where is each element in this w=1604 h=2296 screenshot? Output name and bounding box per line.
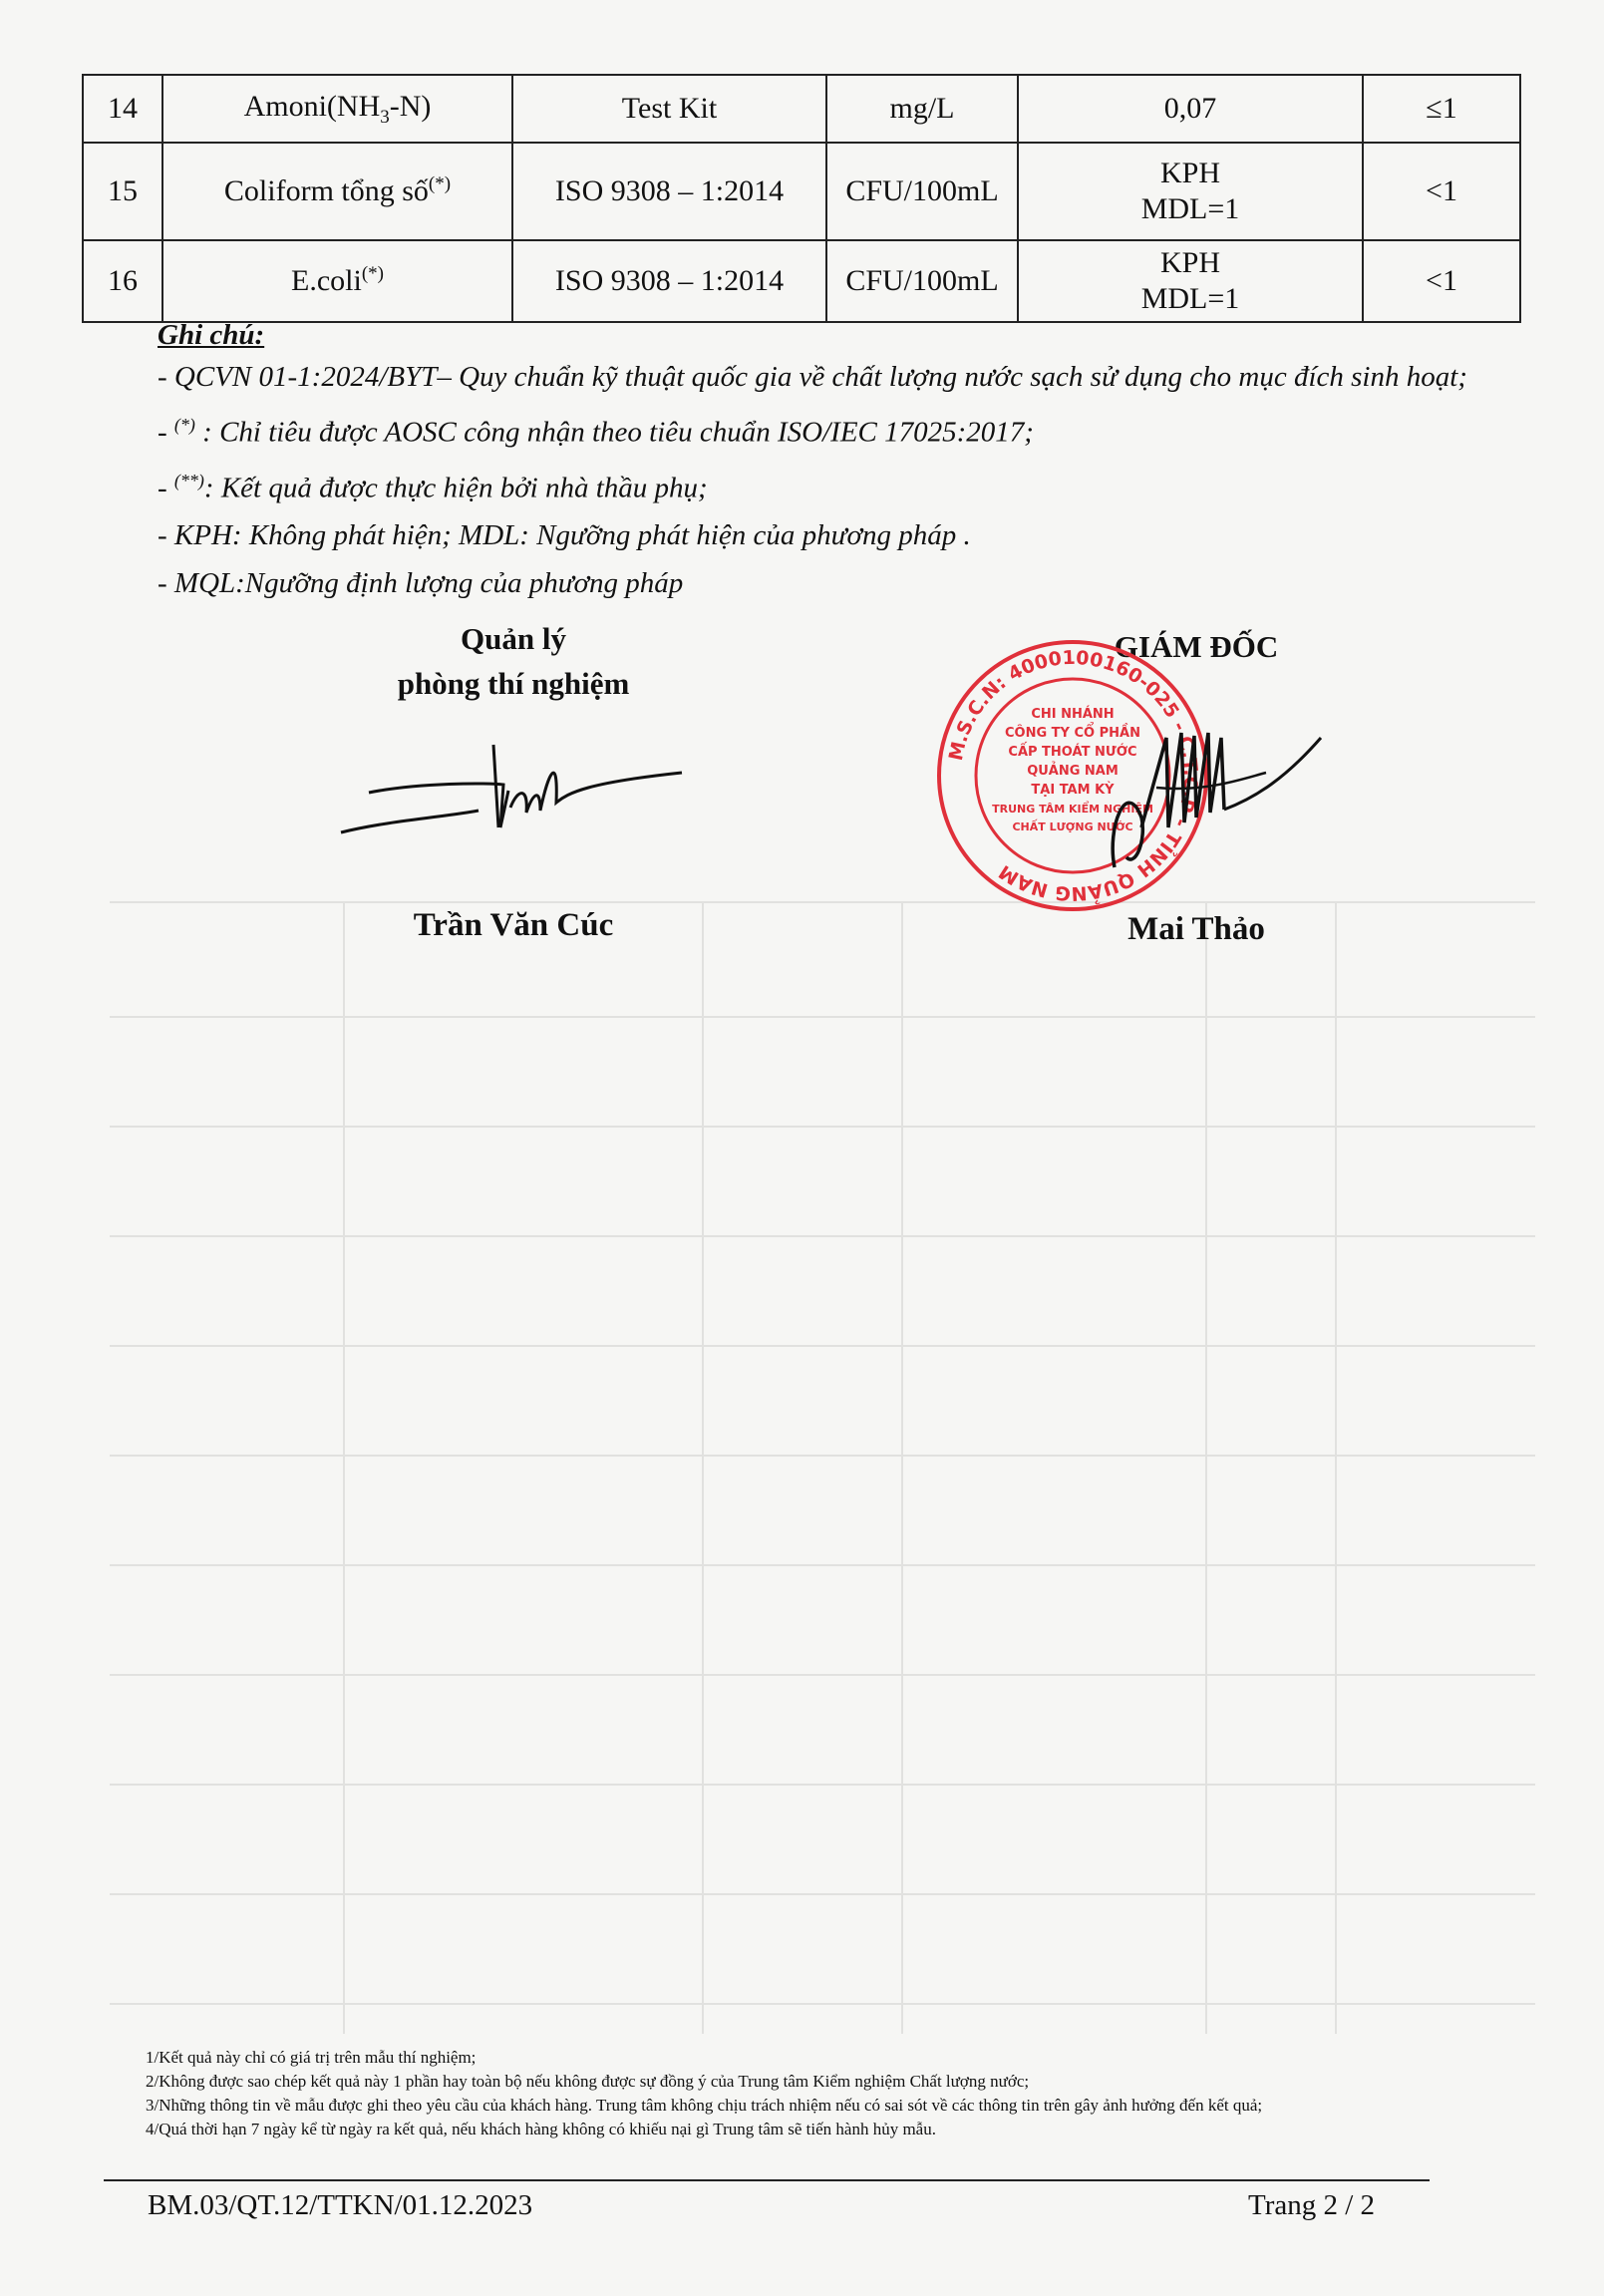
svg-text:CHẤT LƯỢNG NƯỚC: CHẤT LƯỢNG NƯỚC	[1012, 820, 1133, 833]
form-code: BM.03/QT.12/TTKN/01.12.2023	[148, 2189, 533, 2221]
note-regulation: - QCVN 01-1:2024/BYT– Quy chuẩn kỹ thuật quốc gia về chất lượng nước sạch sử dụng cho mục đích sinh hoạt;	[158, 361, 1467, 393]
result-cell: KPH MDL=1	[1018, 143, 1363, 240]
indicator-cell: E.coli(*)	[162, 240, 512, 322]
lab-manager-signature	[329, 733, 688, 842]
svg-text:CẤP THOÁT NƯỚC: CẤP THOÁT NƯỚC	[1008, 745, 1137, 760]
lab-manager-name: Trần Văn Cúc	[413, 907, 614, 943]
limit-cell: <1	[1363, 143, 1520, 240]
note-accredited: - (*) : Chỉ tiêu được AOSC công nhận theo tiêu chuẩn ISO/IEC 17025:2017;	[158, 415, 1034, 449]
unit-cell: mg/L	[826, 75, 1018, 143]
row-number: 15	[83, 143, 162, 240]
table-row	[83, 75, 1520, 143]
unit-cell: CFU/100mL	[826, 240, 1018, 322]
indicator-cell: Coliform tổng số(*)	[162, 143, 512, 240]
method-cell: ISO 9308 – 1:2014	[512, 240, 826, 322]
note-mql: - MQL:Ngưỡng định lượng của phương pháp	[158, 567, 684, 600]
page-number: Trang 2 / 2	[1248, 2189, 1376, 2221]
note-subcontractor: - (**): Kết quả được thực hiện bởi nhà thầu phụ;	[158, 470, 708, 504]
row-number: 14	[83, 75, 162, 143]
results-table	[82, 74, 1521, 323]
result-cell: KPH MDL=1	[1018, 240, 1363, 322]
director-name: Mai Thảo	[1127, 911, 1265, 947]
notes-heading: Ghi chú:	[158, 319, 265, 351]
svg-text:CÔNG TY CỔ PHẦN: CÔNG TY CỔ PHẦN	[1005, 726, 1140, 741]
director-title: GIÁM ĐỐC	[1114, 629, 1279, 664]
limit-cell: ≤1	[1363, 75, 1520, 143]
footnotes	[146, 2046, 1521, 2141]
limit-cell: <1	[1363, 240, 1520, 322]
svg-text:CHI NHÁNH: CHI NHÁNH	[1031, 707, 1115, 722]
footnote: 2/Không được sao chép kết quả này 1 phần hay toàn bộ nếu không được sự đồng ý của Trung tâm Kiểm nghiệm Chất lượng nước;	[146, 2072, 1030, 2091]
svg-text:TẠI TAM KỲ: TẠI TAM KỲ	[1031, 783, 1115, 798]
table-row	[83, 240, 1520, 322]
svg-text:QUẢNG NAM: QUẢNG NAM	[1027, 764, 1119, 779]
method-cell: ISO 9308 – 1:2014	[512, 143, 826, 240]
footnote: 4/Quá thời hạn 7 ngày kể từ ngày ra kết quả, nếu khách hàng không có khiếu nại gì Trung tâm sẽ tiến hành hủy mẫu.	[146, 2120, 936, 2138]
note-kph-mdl: - KPH: Không phát hiện; MDL: Ngưỡng phát hiện của phương pháp .	[158, 519, 971, 552]
footnote: 3/Những thông tin về mẫu được ghi theo yêu cầu của khách hàng. Trung tâm không chịu trách nhiệm nếu có sai sót về các thông tin trên gây ảnh hưởng đến kết quả;	[146, 2096, 1263, 2115]
notes-section	[158, 319, 1533, 614]
row-number: 16	[83, 240, 162, 322]
method-cell: Test Kit	[512, 75, 826, 143]
footnote: 1/Kết quả này chỉ có giá trị trên mẫu thí nghiệm;	[146, 2048, 477, 2067]
table-row	[83, 143, 1520, 240]
unit-cell: CFU/100mL	[826, 143, 1018, 240]
svg-text:M.S.C.N: 4000100160-025 - C.T.: M.S.C.N: 4000100160-025 - C.T.C.P - TỈNH QUẢNG NAM	[944, 646, 1202, 905]
director-signature	[1097, 718, 1326, 877]
result-cell: 0,07	[1018, 75, 1363, 143]
indicator-cell: $Amoni(NH_3-N)$	[162, 75, 512, 143]
svg-text:TRUNG TÂM KIỂM NGHIỆM: TRUNG TÂM KIỂM NGHIỆM	[992, 803, 1153, 816]
footer-divider	[104, 2179, 1430, 2181]
lab-manager-title: Quản lý phòng thí nghiệm	[397, 621, 630, 701]
